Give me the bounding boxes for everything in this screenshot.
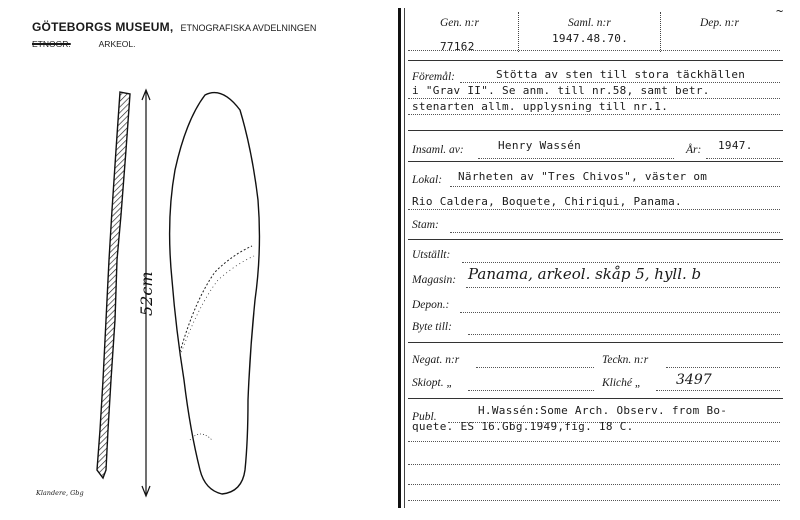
stam-label: Stam:: [412, 219, 439, 231]
magasin-value: Panama, arkeol. skåp 5, hyll. b: [468, 265, 702, 283]
number-divider-1: [518, 12, 520, 52]
saml-number-label: Saml. n:r: [568, 17, 611, 29]
byte-rule: [408, 342, 783, 343]
foremal-line-b: [408, 98, 780, 99]
foremal-label: Föremål:: [412, 71, 456, 83]
teckn-label: Teckn. n:r: [602, 354, 649, 366]
foremal-line-c: [408, 114, 780, 115]
kliche-label: Kliché „: [602, 377, 642, 389]
utstallt-line: [462, 262, 780, 263]
gen-number-label: Gen. n:r: [440, 17, 479, 29]
publ-label: Publ.: [412, 411, 437, 423]
ar-value: 1947.: [718, 139, 753, 152]
number-divider-2: [660, 12, 662, 52]
kliche-line: [656, 390, 780, 391]
insaml-rule: [408, 161, 783, 162]
publ-line: [448, 422, 780, 423]
measure-label: 52cm: [137, 271, 156, 316]
insaml-value: Henry Wassén: [498, 139, 582, 152]
saml-number-value: 1947.48.70.: [552, 32, 629, 45]
kliche-value: 3497: [676, 372, 712, 388]
depon-line: [460, 312, 780, 313]
byte-label: Byte till:: [412, 321, 452, 333]
insaml-label: Insaml. av:: [412, 144, 464, 156]
stam-rule: [408, 239, 783, 240]
corner-mark: ~: [776, 4, 784, 18]
card-margin-line-thin: [404, 8, 405, 508]
dep-number-label: Dep. n:r: [700, 17, 739, 29]
artifact-front-outline: [170, 93, 260, 494]
lokal-label: Lokal:: [412, 174, 443, 186]
utstallt-label: Utställt:: [412, 249, 451, 261]
number-row-rule: [408, 60, 783, 61]
publ-line-1: H.Wassén:Some Arch. Observ. from Bo-: [478, 404, 728, 417]
number-row-line: [408, 50, 780, 51]
publ-line-d: [408, 484, 780, 485]
publ-line-e: [408, 500, 780, 501]
skiopt-line: [468, 390, 594, 391]
card-margin-line: [398, 8, 401, 508]
negat-line: [476, 367, 594, 368]
illustrator-credit: Klandere, Gbg: [36, 489, 84, 497]
ar-line: [706, 158, 780, 159]
insaml-line: [478, 158, 674, 159]
department-name: ETNOGRAFISKA AVDELNINGEN: [180, 23, 317, 33]
foremal-line: [460, 82, 780, 83]
foremal-line-2: i "Grav II". Se anm. till nr.58, samt betr.: [412, 84, 710, 97]
teckn-line: [666, 367, 780, 368]
lokal-line-b: [408, 209, 780, 210]
lokal-line-1: Närheten av "Tres Chivos", väster om: [458, 170, 708, 183]
artifact-drawing: [0, 0, 395, 520]
magasin-label: Magasin:: [412, 274, 457, 286]
struck-section: ETNOGR.: [32, 39, 71, 49]
section-name: ARKEOL.: [98, 39, 136, 49]
magasin-line: [466, 287, 780, 288]
foremal-line-1: Stötta av sten till stora täckhällen: [496, 68, 746, 81]
skiopt-label: Skiopt. „: [412, 377, 453, 389]
catalog-card: [398, 4, 788, 508]
artifact-side-profile: [97, 92, 130, 478]
lokal-line-2: Rio Caldera, Boquete, Chiriqui, Panama.: [412, 195, 682, 208]
negat-label: Negat. n:r: [412, 354, 460, 366]
foremal-rule: [408, 130, 783, 131]
publ-line-c: [408, 464, 780, 465]
depon-label: Depon.:: [412, 299, 450, 311]
publ-line-2: quete. ES 16.Gbg.1949,fig. 18 C.: [412, 420, 634, 433]
gen-number-value: 77162: [440, 40, 475, 53]
publ-line-b: [408, 441, 780, 442]
ar-label: År:: [686, 144, 702, 156]
lokal-line: [450, 186, 780, 187]
foremal-line-3: stenarten allm. upplysning till nr.1.: [412, 100, 669, 113]
byte-line: [468, 334, 780, 335]
museum-name: GÖTEBORGS MUSEUM,: [32, 20, 174, 34]
skiopt-rule: [408, 398, 783, 399]
flaked-edge: [180, 246, 252, 352]
stam-line: [450, 232, 780, 233]
